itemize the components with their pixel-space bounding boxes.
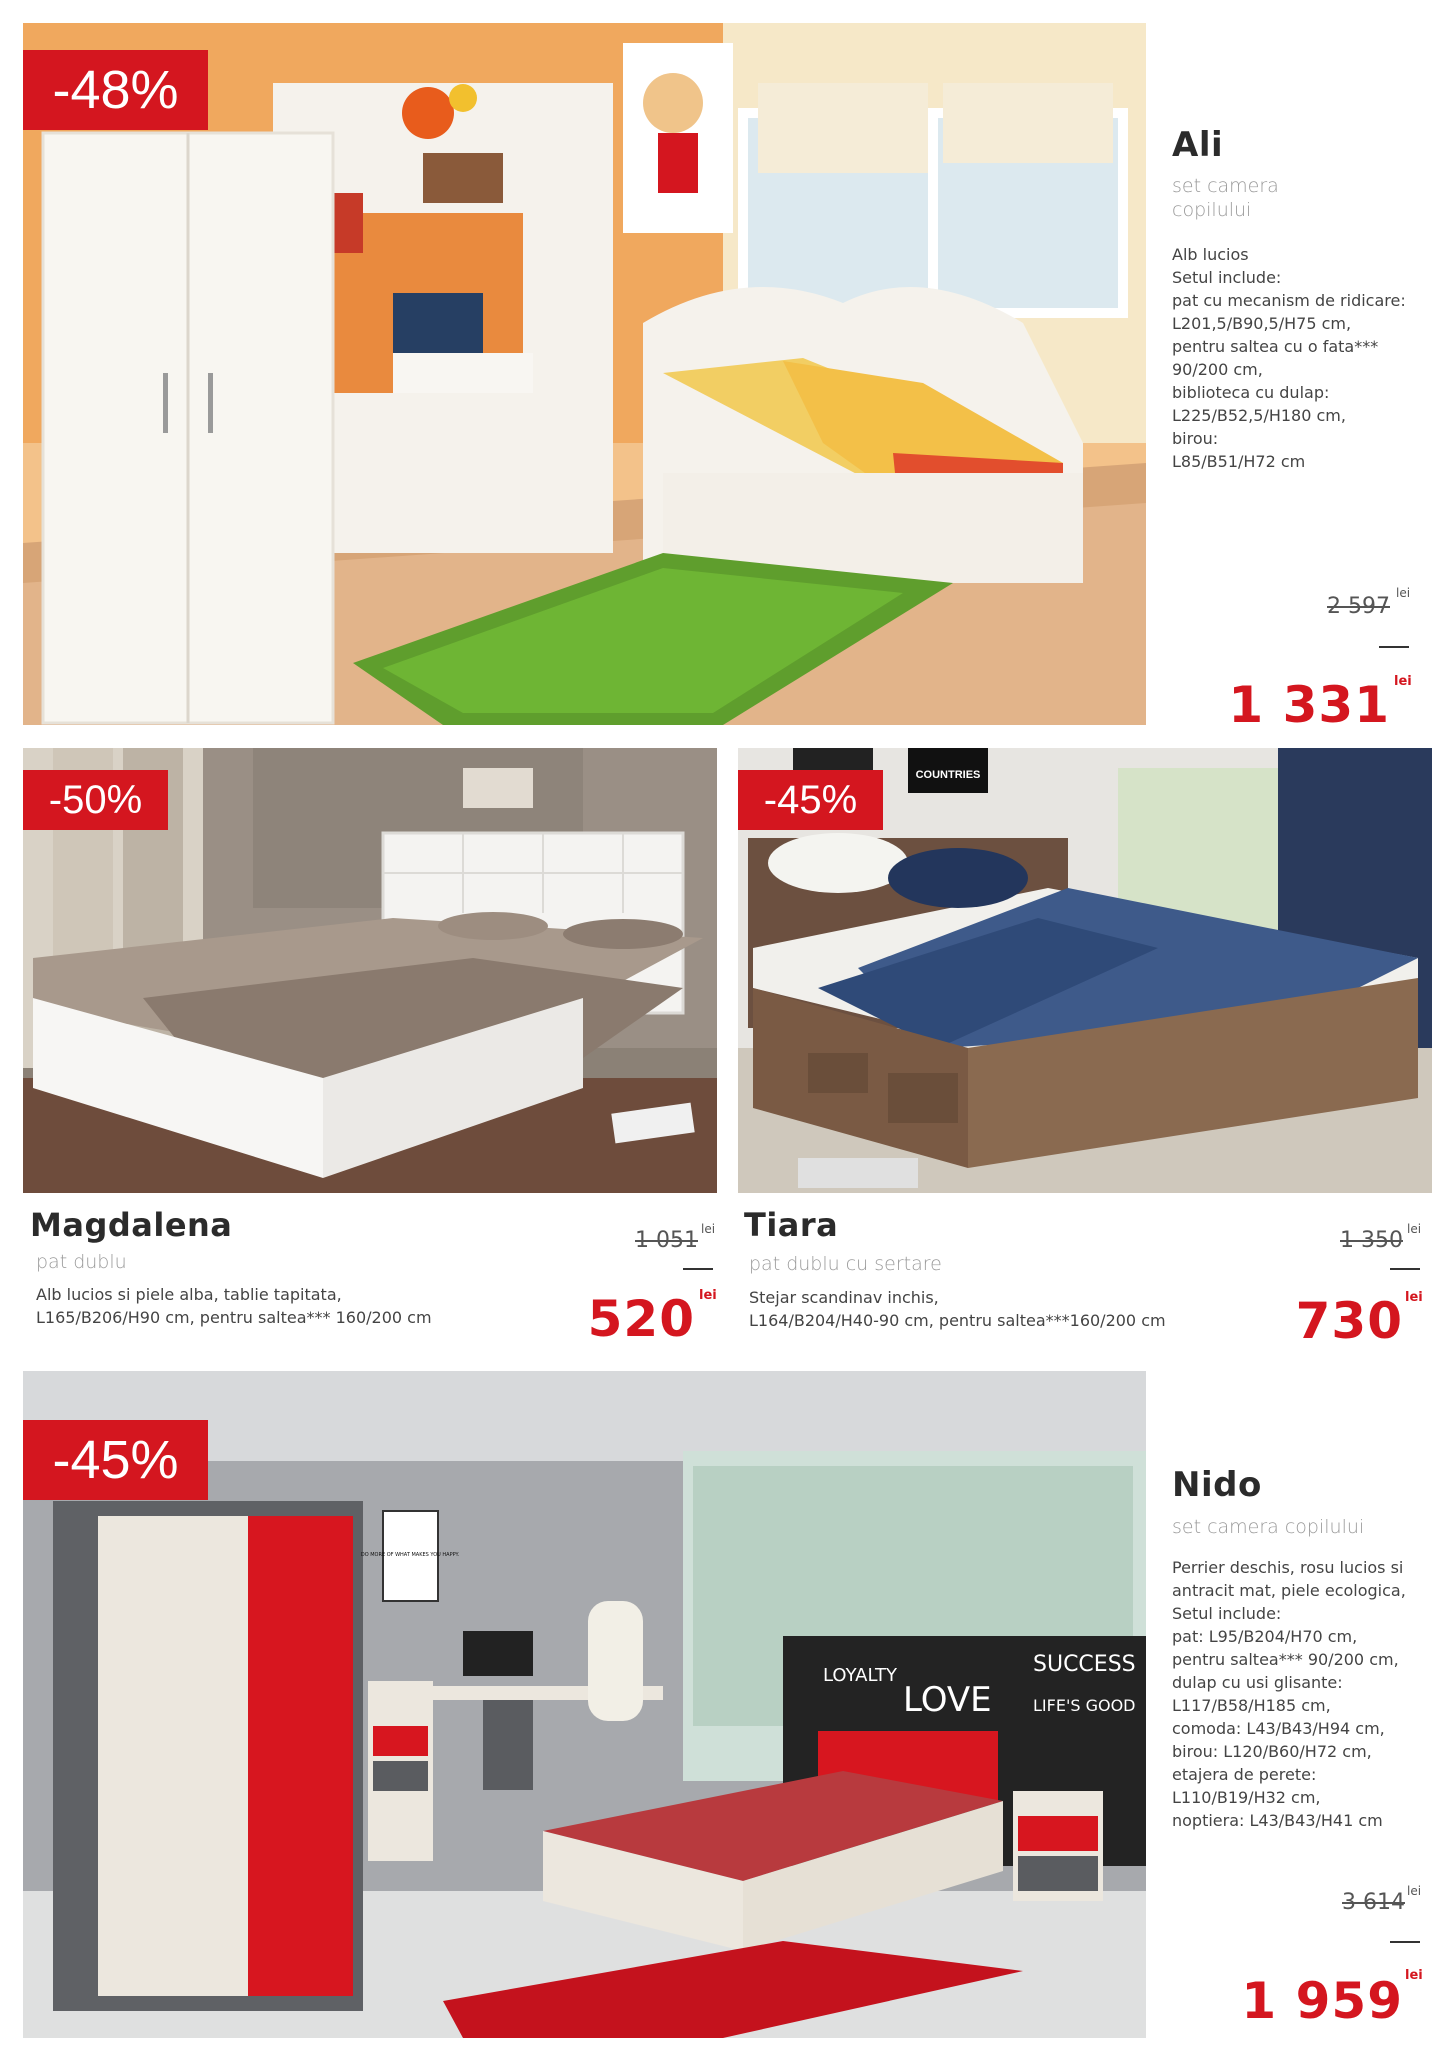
magdalena-new-price: 520: [587, 1290, 695, 1348]
tiara-old-currency: lei: [1407, 1222, 1422, 1236]
tiara-subtitle: pat dublu cu sertare: [749, 1253, 942, 1275]
nido-old-currency: lei: [1407, 1884, 1422, 1898]
ali-description: Alb lucios Setul include: pat cu mecanism de ridicare: L201,5/B90,5/H75 cm, pentru saltea cu o fata*** 90/200 cm, biblioteca cu dulap: L225/B52,5/H180 cm, birou: L85/B51/H72 cm: [1172, 245, 1406, 471]
tiara-price-divider: [1390, 1268, 1420, 1270]
nido-poster-text: DO MORE OF WHAT MAKES YOU HAPPY.: [360, 1552, 460, 1558]
magdalena-description: Alb lucios si piele alba, tablie tapitata, L165/B206/H90 cm, pentru saltea*** 160/200 cm: [36, 1285, 432, 1327]
tiara-description: Stejar scandinav inchis, L164/B204/H40-90 cm, pentru saltea***160/200 cm: [749, 1288, 1166, 1330]
ali-new-price: 1 331: [1228, 676, 1390, 734]
magdalena-title: Magdalena: [30, 1206, 233, 1244]
nido-description: Perrier deschis, rosu lucios si antracit mat, piele ecologica, Setul include: pat: L95/B204/H70 cm, pentru saltea*** 90/200 cm, dulap cu usi glisante: L117/B58/H185 cm, comoda: L43/B43/H94 cm, birou: L120/B60/H72 cm, etajera de perete: L110/B19/H32 cm, noptiera: L43/B43/H41 cm: [1172, 1558, 1406, 1830]
nido-old-price: 3 614: [1342, 1890, 1405, 1915]
nido-wall-word-1: LOVE: [903, 1680, 992, 1720]
magdalena-new-currency: lei: [699, 1288, 717, 1303]
magdalena-old-price: 1 051: [635, 1228, 698, 1253]
nido-discount-badge: -45%: [23, 1420, 208, 1500]
magdalena-price-divider: [683, 1268, 713, 1270]
ali-old-price: 2 597: [1327, 594, 1390, 619]
ali-subtitle-line1: set camera: [1172, 175, 1279, 197]
nido-wall-word-3: LIFE'S GOOD: [1033, 1696, 1136, 1715]
ali-old-currency: lei: [1396, 586, 1411, 600]
nido-subtitle: set camera copilului: [1172, 1516, 1365, 1538]
tiara-new-currency: lei: [1405, 1290, 1423, 1305]
nido-new-price: 1 959: [1241, 1972, 1403, 2030]
tiara-poster-text: COUNTRIES: [915, 769, 981, 781]
tiara-discount-badge: -45%: [738, 770, 883, 830]
ali-title: Ali: [1172, 125, 1224, 165]
magdalena-old-currency: lei: [701, 1222, 716, 1236]
ali-discount-badge: -48%: [23, 50, 208, 130]
magdalena-subtitle: pat dublu: [36, 1251, 127, 1273]
magdalena-discount-badge: -50%: [23, 770, 168, 830]
nido-price-divider: [1390, 1941, 1420, 1943]
nido-new-currency: lei: [1405, 1968, 1423, 1983]
tiara-old-price: 1 350: [1340, 1228, 1403, 1253]
nido-wall-word-0: LOYALTY: [823, 1665, 898, 1686]
nido-wall-word-2: SUCCESS: [1033, 1652, 1136, 1677]
tiara-new-price: 730: [1295, 1292, 1403, 1350]
nido-title: Nido: [1172, 1465, 1262, 1505]
ali-price-divider: [1379, 646, 1409, 648]
ali-new-currency: lei: [1394, 674, 1412, 689]
ali-subtitle-line2: copilului: [1172, 199, 1252, 221]
tiara-title: Tiara: [744, 1206, 839, 1244]
